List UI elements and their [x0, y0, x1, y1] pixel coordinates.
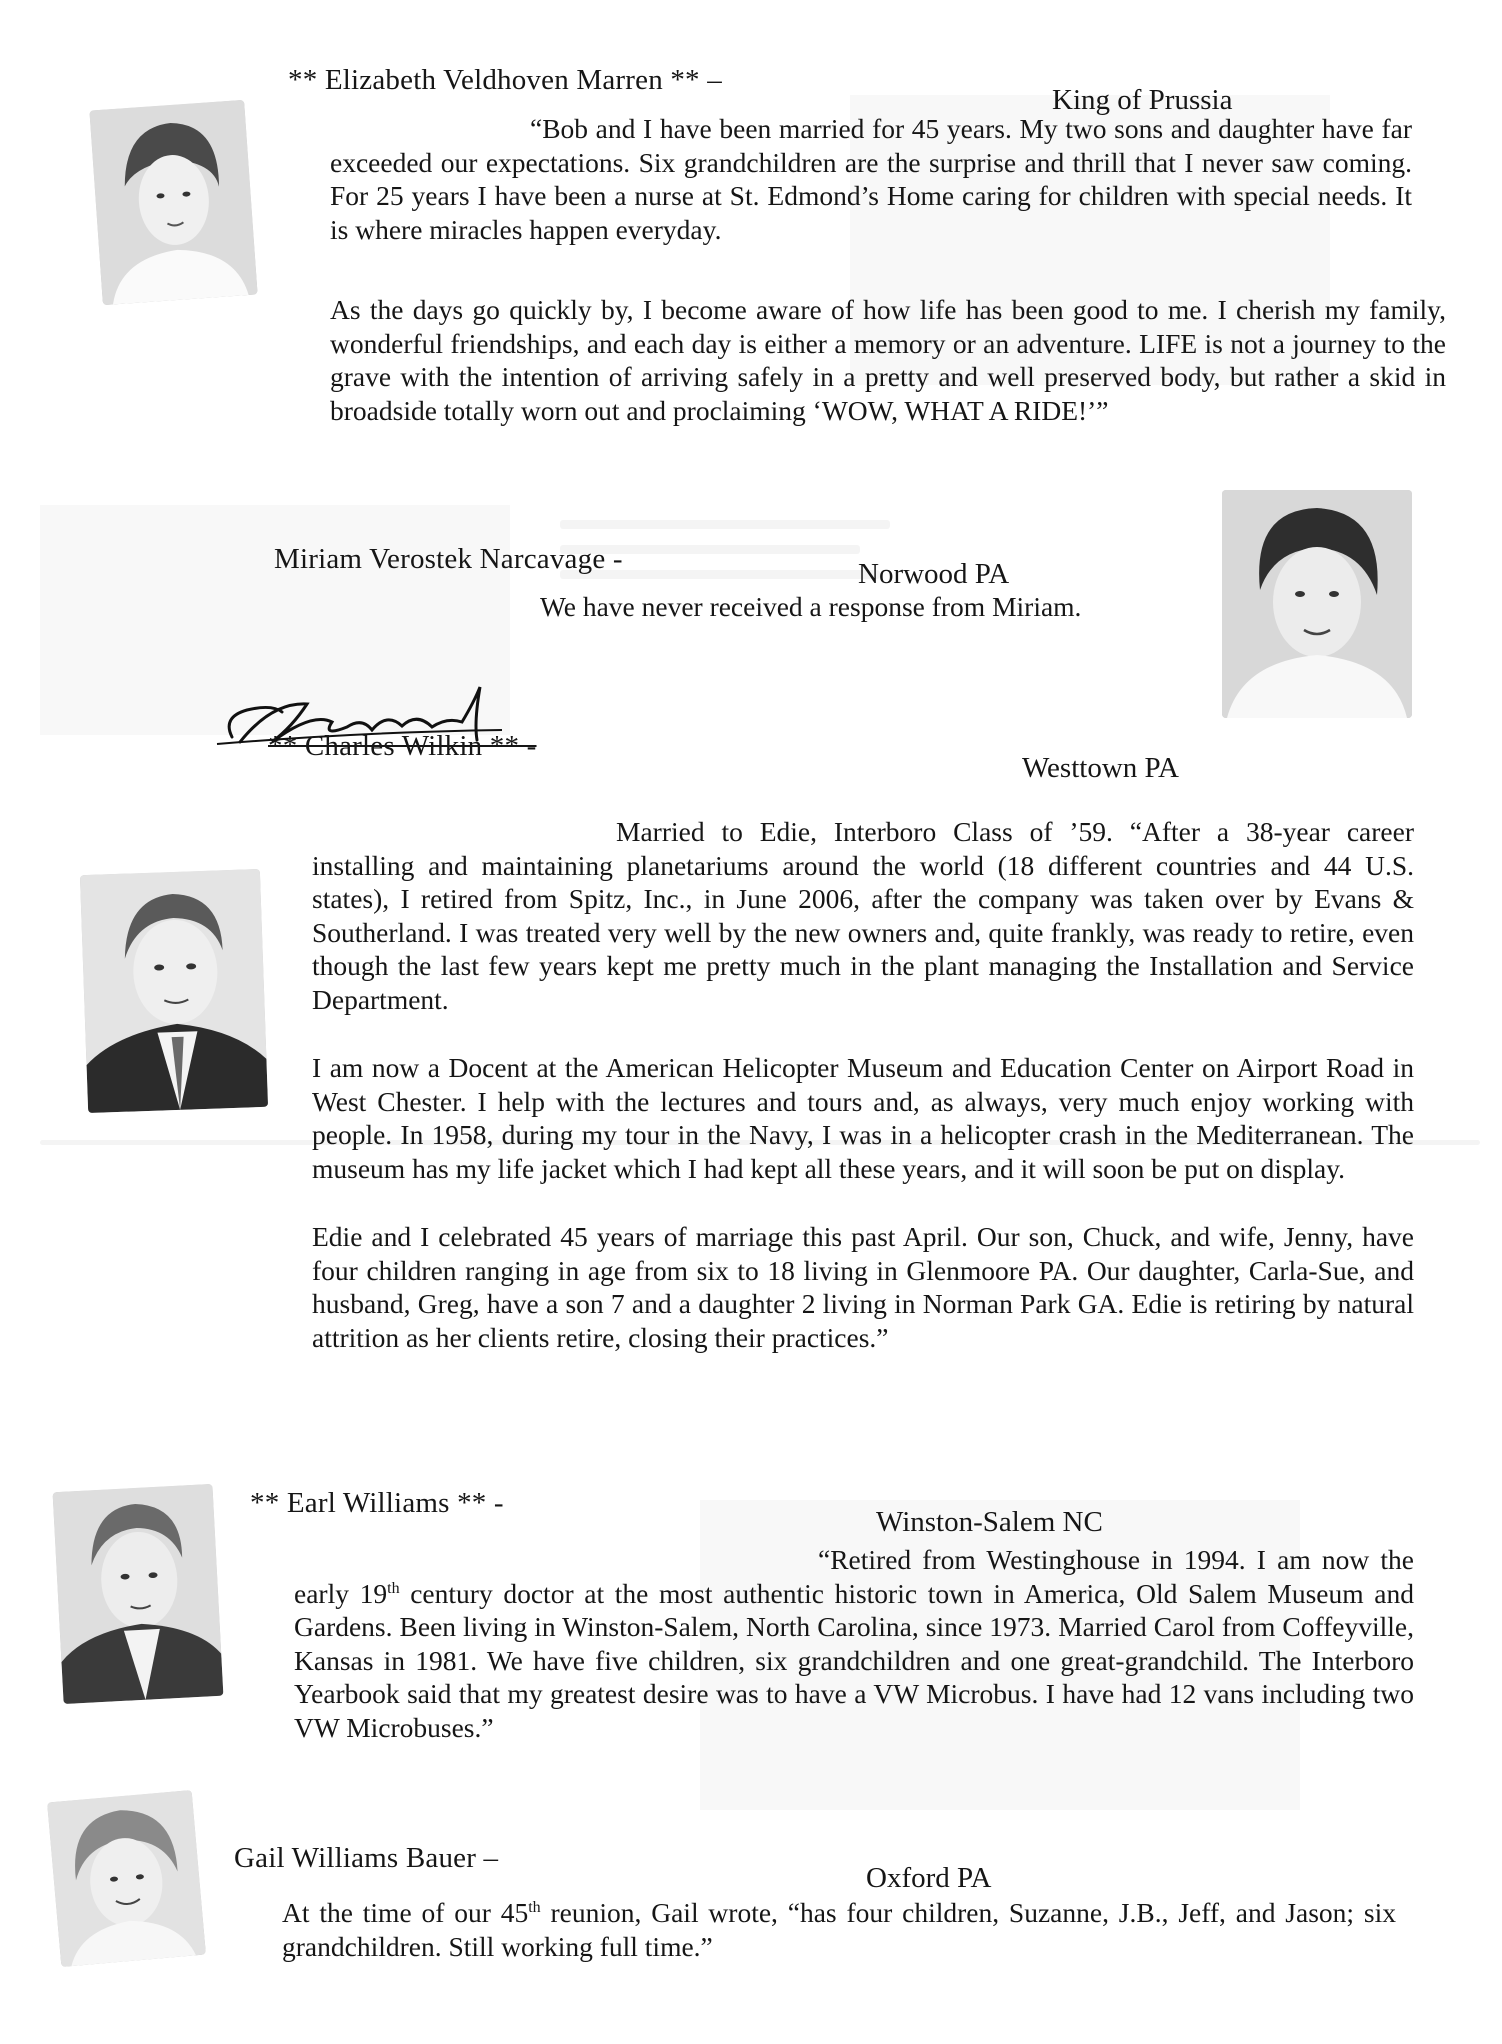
ordinal-suffix: th	[528, 1898, 541, 1916]
entry-name-charles: ** Charles Wilkin ** -	[268, 730, 537, 762]
paragraph-rest: century doctor at the most authentic historic town in America, Old Salem Museum and Gardens. Been living in Winston-Salem, North Carolina, since 1973. Married Carol from Coffeyville, Kansas in 1981. We have five children, six grandchildren and one great-grandchild. The Interboro Yearbook said that my greatest desire was to have a VW Microbus. I have had 12 vans including two VW Microbuses.”	[294, 1577, 1414, 1743]
paragraph-intro: “Retired from Westinghouse in 1994. I am now the early 19	[294, 1544, 1414, 1609]
paragraph-rest: reunion, Gail wrote, “has four children, Suzanne, J.B., Jeff, and Jason; six grandchildren. Still working full time.”	[282, 1897, 1396, 1962]
portrait-image	[1222, 490, 1412, 718]
entry-text-elizabeth	[330, 112, 1412, 246]
entry-location-elizabeth: King of Prussia	[1052, 84, 1233, 116]
entry-text-miriam	[540, 590, 1240, 624]
portrait-photo-miriam	[1222, 490, 1412, 718]
portrait-image	[53, 1484, 224, 1704]
entry-name-elizabeth: ** Elizabeth Veldhoven Marren ** –	[288, 64, 722, 96]
entry-text-elizabeth-2	[330, 293, 1446, 427]
portrait-image	[80, 869, 268, 1113]
portrait-photo-gail	[47, 1790, 206, 1967]
ordinal-suffix: th	[387, 1579, 400, 1597]
entry-text-gail	[282, 1896, 1396, 1963]
portrait-photo-charles	[80, 869, 268, 1113]
entry-location-charles: Westtown PA	[1022, 752, 1179, 784]
portrait-photo-elizabeth	[89, 100, 257, 305]
paragraph	[282, 1896, 1396, 1963]
entry-text-earl	[294, 1543, 1414, 1744]
entry-name-miriam: Miriam Verostek Narcavage -	[274, 543, 623, 575]
entry-name-earl: ** Earl Williams ** -	[250, 1487, 504, 1519]
paragraph: We have never received a response from Miriam.	[540, 591, 1082, 622]
paragraph-intro: At the time of our 45	[282, 1897, 529, 1928]
portrait-photo-earl	[53, 1484, 224, 1704]
paragraph: As the days go quickly by, I become aware of how life has been good to me. I cherish my family, wonderful friendships, and each day is either a memory or an adventure. LIFE is not a journey to the grave with the intention of arriving safely in a pretty and well preserved body, but rather a skid in broadside totally worn out and proclaiming ‘WOW, WHAT A RIDE!’”	[330, 294, 1446, 426]
bleed-through-line	[560, 520, 890, 529]
paragraph: I am now a Docent at the American Helicopter Museum and Education Center on Airport Road in West Chester. I help with the lectures and tours and, as always, very much enjoy working with people. In 1958, during my tour in the Navy, I was in a helicopter crash in the Mediterranean. The museum has my life jacket which I had kept all these years, and it will soon be put on display.	[312, 1052, 1414, 1184]
entry-text-charles	[312, 815, 1414, 1354]
paragraph: Edie and I celebrated 45 years of marriage this past April. Our son, Chuck, and wife, Jenny, have four children ranging in age from six to 18 living in Glenmoore PA. Our daughter, Carla-Sue, and husband, Greg, have a son 7 and a daughter 2 living in Norman Park GA. Edie is retiring by natural attrition as her clients retire, closing their practices.”	[312, 1221, 1414, 1353]
entry-location-miriam: Norwood PA	[858, 558, 1010, 590]
portrait-image	[89, 100, 257, 305]
paragraph: “Bob and I have been married for 45 years. My two sons and daughter have far exceeded our expectations. Six grandchildren are the surprise and thrill that I never saw coming. For 25 years I have been a nurse at St. Edmond’s Home caring for children with special needs. It is where miracles happen everyday.	[330, 113, 1412, 245]
entry-location-earl: Winston-Salem NC	[876, 1506, 1103, 1538]
entry-location-gail: Oxford PA	[866, 1862, 992, 1894]
paragraph: Married to Edie, Interboro Class of ’59. “After a 38-year career installing and maintaining planetariums around the world (18 different countries and 44 U.S. states), I retired from Spitz, Inc., in June 2006, after the company was taken over by Evans & Southerland. I was treated very well by the new owners and, quite frankly, was ready to retire, even though the last few years kept me pretty much in the plant managing the Installation and Service Department.	[312, 816, 1414, 1015]
portrait-image	[47, 1790, 206, 1967]
entry-name-gail: Gail Williams Bauer –	[234, 1842, 499, 1874]
paragraph	[294, 1543, 1414, 1744]
